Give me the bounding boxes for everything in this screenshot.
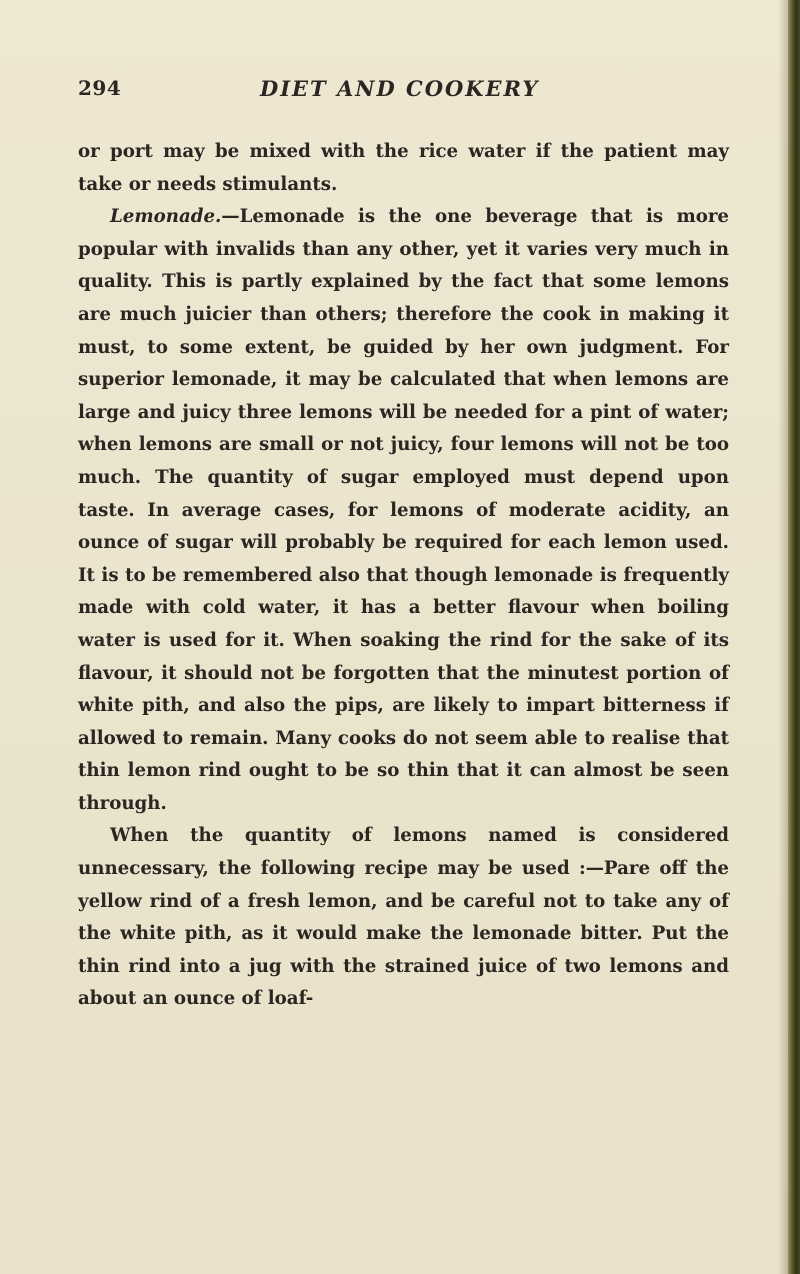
paragraph-text: —Lemonade is the one beverage that is more popular with invalids than any other, yet it varies very much in quality. This is partly explained by the fact that some lemons are much juicier than others; therefore the cook in making it must, to some extent, be guided by her own judgment. For superior lemonade, it may be calculated that when lemons are large and juicy three lemons will be needed for a pint of water; when lemons are small or not juicy, four lemons will not be too much. The quantity of sugar employed must depend upon taste. In average cases, for lemons of moderate acidity, an ounce of sugar will probably be required for each lemon used. It is to be remembered also that though lemonade is frequently made with cold water, it has a better flavour when boiling water is used for it. When soaking the rind for the sake of its flavour, it should not be forgotten that the minutest portion of white pith, and also the pips, are likely to impart bitterness if allowed to remain. Many cooks do not seem able to realise that thin lemon rind ought to be so thin that it can almost be seen through. <box>78 206 729 814</box>
section-lead: Lemonade. <box>110 206 222 228</box>
paragraph-lemonade <box>78 201 729 820</box>
binding-edge <box>788 0 800 1274</box>
paragraph-text: When the quantity of lemons named is considered unnecessary, the following recipe may be used :—Pare off the yellow rind of a fresh lemon, and be careful not to take any of the white pith, as it would make the lemonade bitter. Put the thin rind into a jug with the strained juice of two lemons and about an ounce of loaf- <box>78 825 729 1010</box>
page-number: 294 <box>78 76 122 100</box>
paragraph-recipe <box>78 820 729 1016</box>
running-title: DIET AND COOKERY <box>260 76 540 101</box>
paragraph-text: or port may be mixed with the rice water if the patient may take or needs stimulants. <box>78 141 729 195</box>
binding-shadow <box>778 0 788 1274</box>
page-header <box>78 76 728 116</box>
paragraph-continuation <box>78 136 729 201</box>
body-text <box>78 136 729 1016</box>
